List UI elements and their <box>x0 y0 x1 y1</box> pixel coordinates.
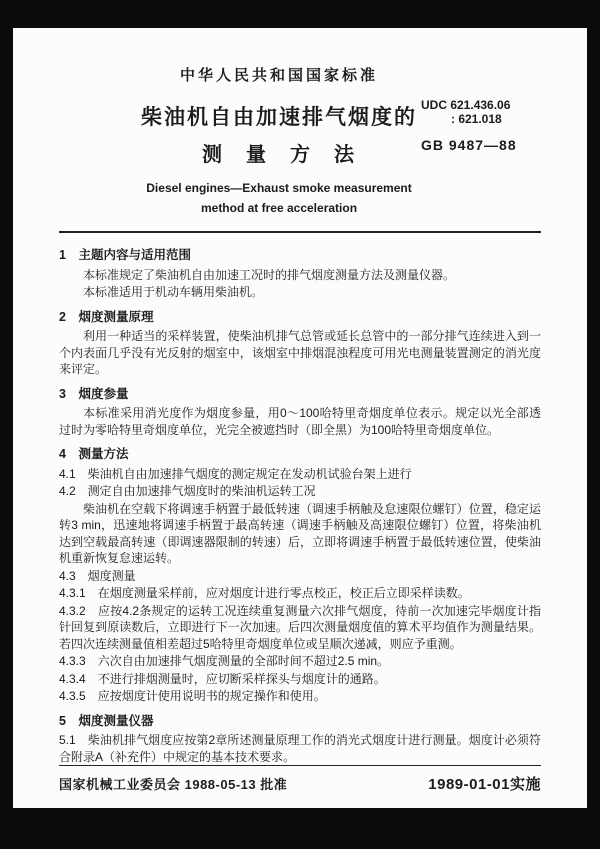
udc-number-line2: : 621.018 <box>451 112 502 126</box>
paragraph: 本标准采用消光度作为烟度参量，用0～100哈特里奇烟度单位表示。规定以光全部透过时为零哈特里奇烟度单位，光完全被遮挡时（即全黑）为100哈特里奇烟度单位。 <box>59 406 541 437</box>
document-page <box>13 28 587 808</box>
clause-text: 4.3 烟度测量 <box>59 568 136 583</box>
header-divider <box>59 231 541 233</box>
document-title-line1: 柴油机自由加速排气烟度的 <box>141 106 417 129</box>
clause-text: 4.1 柴油机自由加速排气烟度的测定规定在发动机试验台架上进行 <box>59 466 412 481</box>
section-heading: 3 烟度参量 <box>59 386 129 401</box>
paragraph: 利用一种适当的采样装置，使柴油机排气总管或延长总管中的一部分排气连续进入到一个内表面几乎没有光反射的烟室中，该烟室中排烟混浊程度可用光电测量装置测定的消光度来评定。 <box>59 329 541 376</box>
standard-label: 中华人民共和国国家标准 <box>179 67 378 84</box>
paragraph: 本标准适用于机动车辆用柴油机。 <box>83 285 264 299</box>
paragraph: 本标准规定了柴油机自由加速工况时的排气烟度测量方法及测量仪器。 <box>83 267 456 282</box>
clause-text: 5.1 柴油机排气烟度应按第2章所述测量原理工作的消光式烟度计进行测量。烟度计必须符合附录A（补充件）中规定的基本技术要求。 <box>59 733 541 764</box>
clause-text: 4.3.2 应按4.2条规定的运转工况连续重复测量六次排气烟度，待前一次加速完毕烟度计指针回复到原读数后，立即进行下一次加速。后四次测量烟度值的算术平均值作为测量结果。若四次连续测量值相差超过5哈特里奇烟度单位或呈顺次递减，则应予重测。 <box>59 603 541 651</box>
section-heading: 2 烟度测量原理 <box>59 309 154 324</box>
english-title-line1: Diesel engines—Exhaust smoke measurement <box>146 181 412 195</box>
udc-block <box>421 98 541 152</box>
document-footer <box>59 765 541 794</box>
section-heading: 4 测量方法 <box>59 447 129 461</box>
document-body <box>59 233 541 765</box>
clause-text: 4.3.1 在烟度测量采样前，应对烟度计进行零点校正，校正后立即采样读数。 <box>59 586 470 600</box>
section-heading: 5 烟度测量仪器 <box>59 713 154 728</box>
section-heading: 1 主题内容与适用范围 <box>59 248 191 262</box>
udc-number-line1: UDC 621.436.06 <box>421 98 511 112</box>
footer-row <box>59 773 541 794</box>
english-title-line2: method at free acceleration <box>200 201 358 215</box>
paragraph: 柴油机在空载下将调速手柄置于最低转速（调速手柄触及怠速限位螺钉）位置，稳定运转3 min，迅速地将调速手柄置于最高转速（调速手柄触及高速限位螺钉）位置，将柴油机达到空载最高转速（即调速器限制的转速）后，立即将调速手柄置于最低转速位置，使柴油机重新恢复怠速运转。 <box>59 501 541 565</box>
document-title-line2: 测 量 方 法 <box>202 144 356 166</box>
footer-divider <box>59 765 541 766</box>
clause-text: 4.3.4 不进行排烟测量时，应切断采样探头与烟度计的通路。 <box>59 671 386 686</box>
document-header <box>59 64 541 233</box>
approval-text: 国家机械工业委员会 1988-05-13 批准 <box>59 777 288 792</box>
implementation-date: 1989-01-01实施 <box>428 776 541 793</box>
clause-text: 4.2 测定自由加速排气烟度时的柴油机运转工况 <box>59 484 316 498</box>
english-title <box>69 178 489 218</box>
standard-code: GB 9487—88 <box>421 137 517 153</box>
clause-text: 4.3.3 六次自由加速排气烟度测量的全部时间不超过2.5 min。 <box>59 654 390 668</box>
clause-text: 4.3.5 应按烟度计使用说明书的规定操作和使用。 <box>59 689 326 703</box>
